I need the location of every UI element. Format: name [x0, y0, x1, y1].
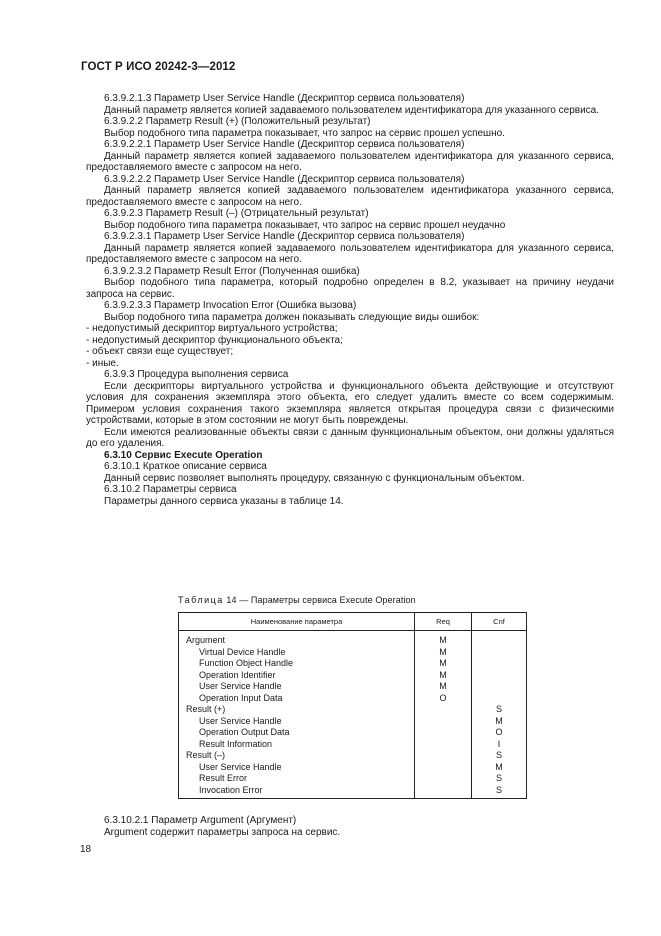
paragraph: Данный параметр является копией задаваемого пользователем идентификатора для указанного сервиса.	[104, 104, 600, 116]
param-name: Result (–)	[186, 750, 226, 760]
paragraph: 6.3.9.2.2.2 Параметр User Service Handle (Дескриптор сервиса пользователя)	[104, 173, 465, 185]
paragraph: 6.3.9.2.3.3 Параметр Invocation Error (Ошибка вызова)	[104, 300, 357, 311]
table-body-row	[179, 631, 527, 799]
cnf-column	[472, 631, 527, 799]
param-name: User Service Handle	[199, 715, 282, 726]
paragraph: 6.3.10.2 Параметры сервиса	[104, 484, 237, 495]
paragraph: 6.3.9.2.3.1 Параметр User Service Handle (Дескриптор сервиса пользователя)	[104, 231, 465, 242]
param-name: User Service Handle	[199, 681, 282, 691]
cnf-spacer	[472, 635, 526, 704]
column-header-req: Req	[415, 613, 472, 631]
param-name: Operation Input Data	[199, 692, 283, 703]
req-value: M	[439, 658, 447, 668]
param-name: Operation Identifier	[199, 669, 276, 680]
cnf-value: S	[495, 704, 502, 714]
paragraph: 6.3.9.3 Процедура выполнения сервиса	[104, 369, 289, 380]
paragraph: 6.3.9.2.2 Параметр Result (+) (Положительный результат)	[104, 116, 371, 127]
req-column	[415, 631, 472, 799]
list-item: - недопустимый дескриптор виртуального устройства;	[86, 323, 338, 334]
paragraph: 6.3.10.1 Краткое описание сервиса	[104, 461, 267, 472]
cnf-value: O	[495, 727, 503, 737]
cnf-value: M	[495, 761, 503, 772]
cnf-value: M	[495, 715, 503, 726]
document-header: ГОСТ Р ИСО 20242-3—2012	[81, 61, 236, 73]
name-column	[179, 631, 415, 799]
req-value: M	[439, 635, 447, 645]
body-text	[86, 93, 614, 507]
paragraph: Argument содержит параметры запроса на сервис.	[104, 826, 341, 838]
cnf-value: S	[495, 773, 502, 783]
table-caption	[178, 595, 416, 605]
param-name: Operation Output Data	[199, 727, 290, 737]
param-name: Invocation Error	[199, 784, 263, 795]
req-value: M	[439, 669, 447, 680]
after-table-text	[86, 815, 614, 838]
cnf-value: S	[495, 750, 502, 760]
paragraph: Если имеются реализованные объекты связи с данным функциональным объектом, они должны удаляться до его удаления.	[86, 426, 614, 449]
parameters-table	[178, 612, 527, 799]
paragraph: 6.3.9.2.2.1 Параметр User Service Handle (Дескриптор сервиса пользователя)	[104, 139, 465, 150]
param-name: Result Error	[199, 773, 248, 783]
cnf-value: I	[497, 738, 501, 749]
table-caption-text: 14 — Параметры сервиса Execute Operation	[223, 595, 416, 605]
param-name: Result (+)	[186, 704, 226, 714]
paragraph: 6.3.9.2.3.2 Параметр Result Error (Полученная ошибка)	[104, 265, 360, 277]
paragraph: Данный параметр является копией задаваемого пользователем идентификатора для указанного сервиса, предоставляемого вместе с запросом на него.	[86, 150, 614, 173]
list-item: - недопустимый дескриптор функционального объекта;	[86, 334, 343, 346]
paragraph: Выбор подобного типа параметра должен показывать следующие виды ошибок:	[104, 311, 480, 323]
param-name: Argument	[186, 635, 226, 645]
column-header-cnf: Cnf	[472, 613, 527, 631]
param-name: User Service Handle	[199, 761, 282, 772]
paragraph: Данный сервис позволяет выполнять процедуру, связанную с функциональным объектом.	[104, 472, 525, 484]
cnf-value: S	[495, 784, 502, 795]
paragraph: Данный параметр является копией задаваемого пользователем идентификатора указанного сервиса, предоставляемого вместе с запросом на него.	[86, 185, 614, 208]
paragraph: 6.3.10.2.1 Параметр Argument (Аргумент)	[104, 815, 297, 826]
req-value: M	[439, 681, 447, 691]
table-caption-label: Таблица	[178, 595, 224, 605]
paragraph: 6.3.9.2.3 Параметр Result (–) (Отрицательный результат)	[104, 208, 369, 219]
req-value: O	[439, 692, 447, 703]
page-number: 18	[80, 844, 92, 855]
req-value: M	[439, 646, 447, 657]
param-name: Result Information	[199, 738, 273, 749]
param-name: Virtual Device Handle	[199, 646, 286, 657]
paragraph: Выбор подобного типа параметра, который подробно определен в 8.2, указывает на причину неудачи запроса на сервис.	[86, 277, 614, 300]
paragraph: Если дескрипторы виртуального устройства и функционального объекта действующие и отсутствуют условия для сохранения экземпляра этого объекта, его следует удалить вместе со всем содержимым. Примером условия сохранения такого экземпляра является открытая процедура связи с физическими устройствами, которые в этом состоянии не могут быть повреждены.	[86, 380, 614, 426]
paragraph: Выбор подобного типа параметра показывает, что запрос на сервис прошел успешно.	[104, 127, 505, 139]
paragraph: Данный параметр является копией задаваемого пользователем идентификатора для указанного сервиса, предоставляемого вместе с запросом на него.	[86, 242, 614, 265]
param-name: Function Object Handle	[199, 658, 294, 668]
paragraph: 6.3.9.2.1.3 Параметр User Service Handle (Дескриптор сервиса пользователя)	[104, 93, 465, 104]
list-item: - иные.	[86, 357, 119, 369]
paragraph: Выбор подобного типа параметра показывает, что запрос на сервис прошел неудачно	[104, 219, 506, 231]
list-item: - объект связи еще существует;	[86, 346, 234, 357]
section-heading: 6.3.10 Сервис Execute Operation	[104, 449, 263, 461]
paragraph: Параметры данного сервиса указаны в таблице 14.	[104, 495, 344, 507]
column-header-name: Наименование параметра	[179, 613, 415, 631]
